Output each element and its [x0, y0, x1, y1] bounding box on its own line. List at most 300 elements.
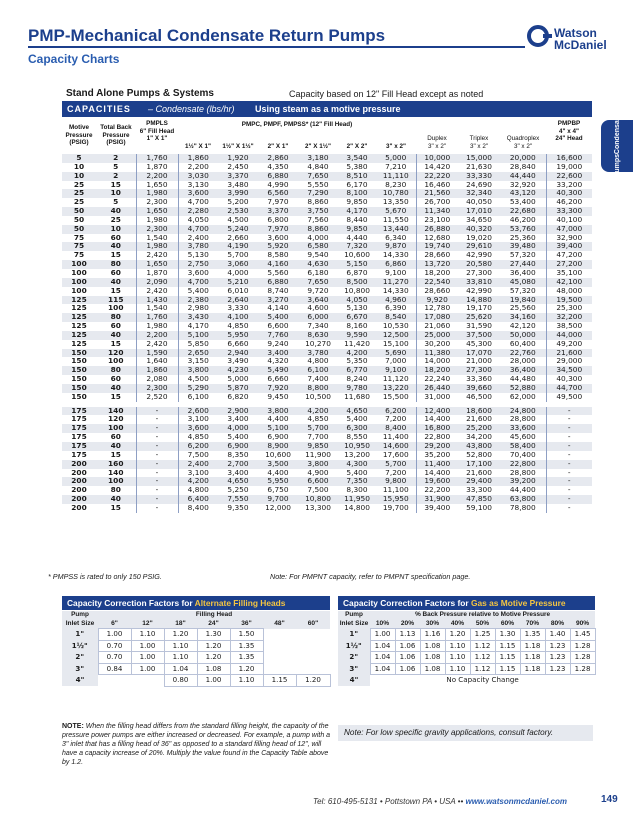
table-cell: 42,120: [500, 322, 546, 331]
table-cell: 28,660: [424, 286, 451, 295]
table-cell: 3,180: [298, 154, 338, 163]
table-cell: 150: [62, 366, 96, 375]
table-cell: 9,100: [376, 269, 416, 278]
table-cell: 21,600: [546, 349, 592, 358]
table-cell: -: [136, 451, 178, 460]
table-cell: 4,300: [338, 460, 376, 469]
table-row: [62, 451, 592, 460]
table-cell: 7,200: [376, 469, 416, 478]
gas-col-header: 20%: [395, 619, 420, 629]
table-cell: 3,370: [258, 207, 298, 216]
fill-head-cell: 1.04: [164, 663, 197, 675]
gas-cell: 1.20: [445, 629, 470, 641]
table-cell: 8,800: [298, 384, 338, 393]
table-cell: 6,400: [178, 495, 218, 504]
table-cell: 6,870: [346, 268, 368, 277]
table-cell: 8,900: [258, 442, 298, 451]
table-cell: 19,600: [416, 477, 458, 486]
table-cell: 29,400: [458, 477, 500, 486]
table-cell: 2,400: [178, 460, 218, 469]
table-cell: 9,450: [267, 392, 289, 401]
table-cell: 14,600: [376, 442, 416, 451]
fill-head-col-header: 6": [98, 619, 131, 629]
table-cell: 6,100: [298, 366, 338, 375]
fill-head-col-header: 36": [230, 619, 263, 629]
table-cell: 28,800: [500, 469, 546, 478]
table-cell: 2,980: [187, 304, 209, 313]
table-row: [62, 242, 592, 251]
header-triplex: Triplex 3" x 2": [469, 135, 489, 150]
table-cell: 5: [96, 198, 136, 207]
table-cell: 8,230: [376, 181, 416, 190]
table-cell: 21,060: [424, 322, 451, 331]
gas-cell: 1.08: [420, 652, 445, 664]
table-cell: 175: [71, 450, 87, 459]
gas-cell: 1.25: [470, 629, 495, 641]
table-cell: 25,300: [556, 304, 583, 313]
table-cell: 25: [96, 216, 136, 225]
table-cell: 100: [96, 304, 136, 313]
table-cell: 1,540: [136, 234, 178, 243]
capacities-bar: [62, 101, 592, 117]
table-row: [62, 357, 592, 366]
table-cell: 15,000: [458, 154, 500, 163]
fill-head-cell: 1.20: [197, 652, 230, 664]
table-cell: 10,600: [265, 450, 291, 459]
fill-head-cell: 1.35: [230, 640, 263, 652]
table-cell: 25,000: [416, 331, 458, 340]
table-cell: 100: [62, 260, 96, 269]
gas-cell: 1.06: [395, 640, 420, 652]
table-cell: 7,650: [298, 278, 338, 287]
table-cell: 9,850: [346, 198, 368, 207]
gas-cell: 1.18: [520, 640, 545, 652]
fill-head-cell: [263, 640, 296, 652]
table-cell: 5,000: [227, 375, 249, 384]
gas-col-header: 40%: [445, 619, 470, 629]
table-cell: 7,550: [218, 495, 258, 504]
header-col-6: 3" x 2": [386, 143, 406, 150]
fill-head-cell: 1.20: [296, 675, 330, 687]
table-cell: -: [136, 477, 178, 486]
table-cell: 5,350: [346, 357, 368, 366]
table-cell: 2: [96, 172, 136, 181]
table-cell: 4,500: [187, 375, 209, 384]
table-cell: 2,420: [136, 251, 178, 260]
gas-cell: 1.30: [495, 629, 520, 641]
table-cell: 125: [62, 313, 96, 322]
table-cell: 3,400: [227, 468, 249, 477]
table-cell: 15,950: [376, 495, 416, 504]
table-cell: -: [136, 469, 178, 478]
table-cell: 3,430: [178, 313, 218, 322]
table-cell: 7,560: [307, 215, 329, 224]
table-cell: 75: [73, 233, 85, 242]
table-cell: 13,200: [344, 450, 370, 459]
table-cell: 40: [96, 495, 136, 504]
table-cell: 24,690: [466, 180, 492, 189]
gas-row: [338, 652, 595, 664]
table-cell: 8,740: [267, 286, 289, 295]
gas-row: [338, 629, 595, 641]
table-cell: 22,760: [500, 349, 546, 358]
fill-head-col-header: 12": [131, 619, 164, 629]
table-cell: 7,200: [376, 415, 416, 424]
table-cell: 16,460: [424, 180, 451, 189]
table-row: [62, 469, 592, 478]
table-cell: 1,870: [136, 163, 178, 172]
table-cell: 53,400: [500, 198, 546, 207]
table-cell: 10: [62, 172, 96, 181]
fill-head-pump-label: Pump: [62, 611, 98, 619]
table-cell: 14,880: [458, 296, 500, 305]
table-cell: 10: [96, 189, 136, 198]
footer-url[interactable]: www.watsonmcdaniel.com: [465, 797, 567, 806]
table-cell: 1,980: [136, 189, 178, 198]
table-cell: 5,100: [258, 424, 298, 433]
table-cell: 175: [62, 442, 96, 451]
table-cell: 44,480: [500, 375, 546, 384]
table-cell: 8,500: [338, 278, 376, 287]
table-cell: -: [567, 433, 571, 442]
table-cell: 13,720: [416, 260, 458, 269]
table-cell: 39,400: [546, 242, 592, 251]
table-cell: 3,400: [258, 349, 298, 358]
table-cell: 6,100: [187, 392, 209, 401]
table-cell: 47,000: [546, 225, 592, 234]
table-cell: 5,290: [178, 384, 218, 393]
table-cell: 42,100: [546, 278, 592, 287]
table-cell: 33,330: [458, 172, 500, 181]
table-cell: 26,440: [416, 384, 458, 393]
table-cell: -: [136, 486, 178, 495]
gas-cell: 1.12: [470, 652, 495, 664]
table-cell: 15,500: [376, 393, 416, 402]
table-cell: 27,300: [458, 366, 500, 375]
table-cell: 140: [96, 407, 136, 416]
table-cell: 3,800: [178, 366, 218, 375]
table-cell: 2,420: [136, 340, 178, 349]
table-cell: 21,600: [466, 415, 492, 424]
table-cell: 44,400: [500, 486, 546, 495]
table-cell: 5,250: [227, 486, 249, 495]
table-cell: 10,270: [305, 339, 331, 348]
table-cell: 19,700: [376, 504, 416, 513]
table-cell: 10,780: [376, 189, 416, 198]
table-cell: 18,600: [458, 407, 500, 416]
table-cell: 34,160: [500, 313, 546, 322]
table-cell: 100: [96, 424, 136, 433]
table-cell: 43,800: [458, 442, 500, 451]
table-row: [62, 313, 592, 322]
table-cell: 23,100: [424, 215, 451, 224]
table-row: [62, 407, 592, 416]
fill-head-cell: 1.20: [197, 640, 230, 652]
table-cell: 26,880: [416, 225, 458, 234]
table-cell: 200: [62, 460, 96, 469]
table-cell: 15: [96, 451, 136, 460]
table-cell: 29,610: [458, 242, 500, 251]
table-cell: 35,200: [424, 450, 451, 459]
table-cell: 2,650: [178, 349, 218, 358]
table-row: [62, 393, 592, 402]
table-cell: 7,970: [267, 198, 289, 207]
table-cell: 5,950: [218, 331, 258, 340]
table-cell: 62,000: [500, 393, 546, 402]
table-cell: 3,330: [227, 304, 249, 313]
table-cell: 39,660: [458, 384, 500, 393]
table-cell: 8,860: [307, 198, 329, 207]
table-cell: 17,010: [458, 207, 500, 216]
fill-head-cell: 1.10: [230, 675, 263, 687]
table-cell: 2,450: [227, 162, 249, 171]
table-cell: 24,800: [500, 407, 546, 416]
table-cell: -: [136, 442, 178, 451]
table-cell: 6,200: [376, 407, 416, 416]
fill-head-cell: [98, 675, 131, 687]
table-cell: 25: [62, 189, 96, 198]
fill-head-row-inlet: 1": [62, 629, 98, 641]
capacities-steam: Using steam as a motive pressure: [255, 104, 401, 114]
table-cell: 36,400: [500, 366, 546, 375]
table-cell: 4,140: [267, 304, 289, 313]
table-cell: 3,480: [227, 180, 249, 189]
table-cell: 14,400: [424, 415, 451, 424]
table-cell: 33,810: [458, 278, 500, 287]
table-cell: 6,170: [346, 180, 368, 189]
table-cell: 19,000: [556, 162, 583, 171]
table-row: [62, 296, 592, 305]
table-cell: 5,850: [187, 339, 209, 348]
table-cell: 75: [62, 242, 96, 251]
table-row: [62, 349, 592, 358]
table-cell: 10,600: [344, 251, 370, 260]
table-cell: 42,990: [466, 286, 492, 295]
gas-cell: 1.28: [570, 640, 595, 652]
table-cell: 4,800: [307, 357, 329, 366]
table-cell: 8,400: [376, 424, 416, 433]
table-row: [62, 278, 592, 287]
table-cell: 11,270: [376, 278, 416, 287]
table-cell: 40: [96, 442, 136, 451]
table-cell: 5,100: [178, 331, 218, 340]
header-col-5: 2" X 2": [346, 143, 368, 150]
table-cell: -: [136, 504, 178, 513]
table-cell: 125: [71, 322, 87, 331]
table-cell: 100: [71, 268, 87, 277]
table-cell: 1,540: [136, 304, 178, 313]
gas-cell: 1.16: [420, 629, 445, 641]
fill-head-row-inlet: 3": [62, 663, 98, 675]
table-cell: 60: [96, 269, 136, 278]
table-cell: 5,210: [218, 278, 258, 287]
gas-cell: 1.12: [470, 663, 495, 675]
table-cell: 20,000: [500, 154, 546, 163]
table-cell: 80: [96, 486, 136, 495]
table-cell: 80: [96, 260, 136, 269]
fill-head-cell: 1.00: [131, 652, 164, 664]
table-cell: 6,750: [267, 486, 289, 495]
table-cell: 34,500: [546, 366, 592, 375]
table-cell: 40,050: [466, 198, 492, 207]
table-cell: 6,880: [258, 278, 298, 287]
table-cell: 200: [71, 486, 87, 495]
table-cell: 11,380: [416, 349, 458, 358]
table-cell: 11,950: [338, 495, 376, 504]
gas-cell: 1.23: [545, 640, 570, 652]
table-row: [62, 251, 592, 260]
table-cell: 6,800: [267, 215, 289, 224]
side-tab-condensate-pumps: [601, 114, 633, 178]
gas-cell: 1.18: [520, 652, 545, 664]
table-cell: 1,870: [136, 269, 178, 278]
table-cell: 27,200: [546, 260, 592, 269]
table-cell: 8,440: [346, 215, 368, 224]
table-cell: 6,670: [338, 313, 376, 322]
table-cell: 4,200: [338, 349, 376, 358]
table-cell: 40: [96, 331, 136, 340]
table-cell: 3,600: [187, 268, 209, 277]
table-row: [62, 366, 592, 375]
table-cell: -: [136, 415, 178, 424]
table-cell: 175: [62, 407, 96, 416]
table-cell: 11,100: [376, 486, 416, 495]
table-row: [62, 442, 592, 451]
table-cell: 4,000: [227, 268, 249, 277]
logo-word-2: McDaniel: [554, 38, 607, 52]
table-row: [62, 340, 592, 349]
table-cell: 10,500: [305, 392, 331, 401]
table-cell: 3,100: [187, 468, 209, 477]
gas-note: Note: For low specific gravity applications, consult factory.: [338, 725, 593, 741]
footnote-pmpnt: Note: For PMPNT capacity, refer to PMPNT specification page.: [270, 572, 471, 581]
table-cell: 12,780: [424, 304, 451, 313]
table-cell: 160: [96, 460, 136, 469]
table-cell: 4,650: [218, 477, 258, 486]
table-cell: 9,100: [376, 366, 416, 375]
table-cell: 2,090: [136, 278, 178, 287]
table-cell: 9,800: [376, 477, 416, 486]
table-cell: 28,800: [500, 415, 546, 424]
gas-col-header: 60%: [495, 619, 520, 629]
table-cell: 42,990: [466, 251, 492, 260]
fill-head-cell: 1.10: [164, 652, 197, 664]
table-cell: 5,700: [227, 251, 249, 260]
table-cell: 7,400: [307, 375, 329, 384]
table-cell: 14,000: [424, 357, 451, 366]
fill-head-cell: 1.10: [164, 640, 197, 652]
gas-group-label: % Back Pressure relative to Motive Pressure: [370, 611, 595, 619]
gas-cell: 1.18: [520, 663, 545, 675]
table-cell: 4,700: [178, 278, 218, 287]
gas-cell: 1.04: [370, 640, 395, 652]
fill-head-group-label: Filling Head: [98, 611, 330, 619]
table-cell: 46,500: [466, 392, 492, 401]
gas-cell: 1.12: [470, 640, 495, 652]
gas-cell: 1.15: [495, 640, 520, 652]
table-cell: 12,400: [416, 407, 458, 416]
table-cell: 39,480: [500, 242, 546, 251]
table-cell: 4,100: [218, 313, 258, 322]
table-cell: 50,000: [500, 331, 546, 340]
table-cell: 57,320: [500, 287, 546, 296]
table-cell: 15: [96, 181, 136, 190]
table-cell: 5,400: [346, 415, 368, 424]
fill-head-note: NOTE: When the filling head differs from the standard filling height, the capacity of the pressure power pumps are either increased or decreased. For example, a pump with a 3" inlet that has a filling head of 36" as opposed to a standard filling head of 12", will have a capacity increase of 20%. Multiply the value found in the Capacity Table above by 1.2.: [62, 723, 331, 766]
fill-head-col-header: 24": [197, 619, 230, 629]
table-cell: 7,700: [307, 433, 329, 442]
table-cell: 4,650: [338, 407, 376, 416]
table-cell: 29,000: [556, 357, 583, 366]
gas-row: [338, 640, 595, 652]
fill-head-cell: 0.70: [98, 652, 131, 664]
table-cell: 49,200: [556, 339, 583, 348]
table-cell: 12,680: [424, 233, 451, 242]
table-cell: 10,800: [298, 495, 338, 504]
table-cell: 125: [71, 339, 87, 348]
fill-head-col-header: 48": [263, 619, 296, 629]
table-cell: 25: [73, 180, 85, 189]
table-cell: 120: [96, 349, 136, 358]
table-cell: 2,280: [178, 207, 218, 216]
table-cell: 9,780: [338, 384, 376, 393]
table-cell: -: [567, 486, 571, 495]
table-cell: 200: [62, 477, 96, 486]
table-cell: 5,950: [258, 477, 298, 486]
table-cell: 5,550: [307, 180, 329, 189]
gas-cell: 1.10: [445, 663, 470, 675]
table-cell: 7,650: [298, 172, 338, 181]
table-cell: 5,700: [376, 460, 416, 469]
table-row: [62, 504, 592, 513]
table-cell: 60: [96, 234, 136, 243]
table-cell: 3,060: [218, 260, 258, 269]
table-cell: 4,840: [307, 162, 329, 171]
fill-head-cell: 0.84: [98, 663, 131, 675]
table-cell: 15: [96, 393, 136, 402]
table-cell: 45,300: [466, 339, 492, 348]
table-cell: 2,380: [178, 296, 218, 305]
table-cell: 150: [62, 349, 96, 358]
table-cell: 32,200: [546, 313, 592, 322]
gas-cell: 1.04: [370, 663, 395, 675]
fill-head-cell: [296, 640, 330, 652]
table-cell: 40: [96, 278, 136, 287]
fill-head-cell: [131, 675, 164, 687]
table-cell: 2,300: [136, 198, 178, 207]
table-cell: 8,240: [346, 375, 368, 384]
table-cell: 2,300: [136, 225, 178, 234]
table-cell: 13,440: [376, 225, 416, 234]
table-cell: 6,560: [258, 189, 298, 198]
fill-head-cell: 1.20: [164, 629, 197, 641]
table-cell: 59,100: [466, 503, 492, 512]
table-cell: 43,120: [500, 189, 546, 198]
header-motive: Motive Pressure (PSIG): [65, 124, 93, 146]
table-cell: 17,070: [458, 349, 500, 358]
table-cell: 33,360: [466, 375, 492, 384]
fill-head-cell: 1.00: [131, 640, 164, 652]
table-cell: 3,750: [298, 207, 338, 216]
table-cell: 7,320: [338, 242, 376, 251]
table-cell: -: [546, 495, 592, 504]
table-cell: 60: [96, 433, 136, 442]
table-cell: 1,650: [136, 207, 178, 216]
table-cell: 2,750: [178, 260, 218, 269]
table-cell: 27,440: [500, 260, 546, 269]
gas-cell: 1.15: [495, 652, 520, 664]
table-cell: 5: [96, 163, 136, 172]
